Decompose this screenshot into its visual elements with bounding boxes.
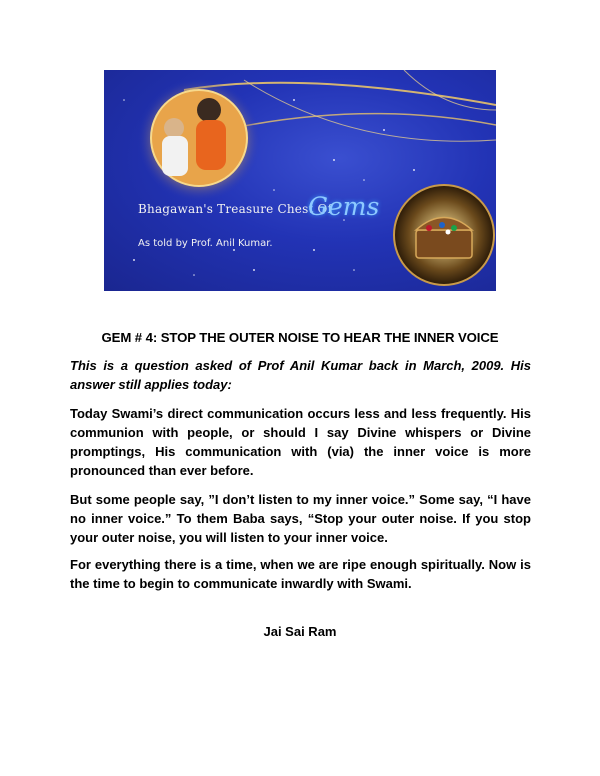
article-intro: This is a question asked of Prof Anil Kumar back in March, 2009. His answer still applies today:: [70, 358, 531, 392]
banner-artwork: [104, 70, 496, 291]
article-paragraph: But some people say, ”I don’t listen to my inner voice.” Some say, “I have no inner voice.” To them Baba says, “Stop your outer noise. If you stop your outer noise, you will listen to your inner voice.: [70, 492, 531, 545]
banner-subtitle: As told by Prof. Anil Kumar.: [138, 238, 273, 249]
banner-title-accent: Gems: [308, 192, 380, 221]
article-paragraph: Today Swami’s direct communication occurs less and less frequently. His communion with people, or should I say Divine whispers or Divine promptings, His communication with (via) the inner voice is more pronounced than ever before.: [70, 406, 531, 478]
article-heading: GEM # 4: STOP THE OUTER NOISE TO HEAR THE INNER VOICE: [101, 330, 499, 345]
banner-title: Bhagawan's Treasure Chest Of: [138, 202, 333, 216]
header-banner: [104, 70, 496, 291]
closing-line: Jai Sai Ram: [263, 624, 337, 639]
article-paragraph: For everything there is a time, when we are ripe enough spiritually. Now is the time to begin to communicate inwardly with Swami.: [70, 557, 531, 591]
